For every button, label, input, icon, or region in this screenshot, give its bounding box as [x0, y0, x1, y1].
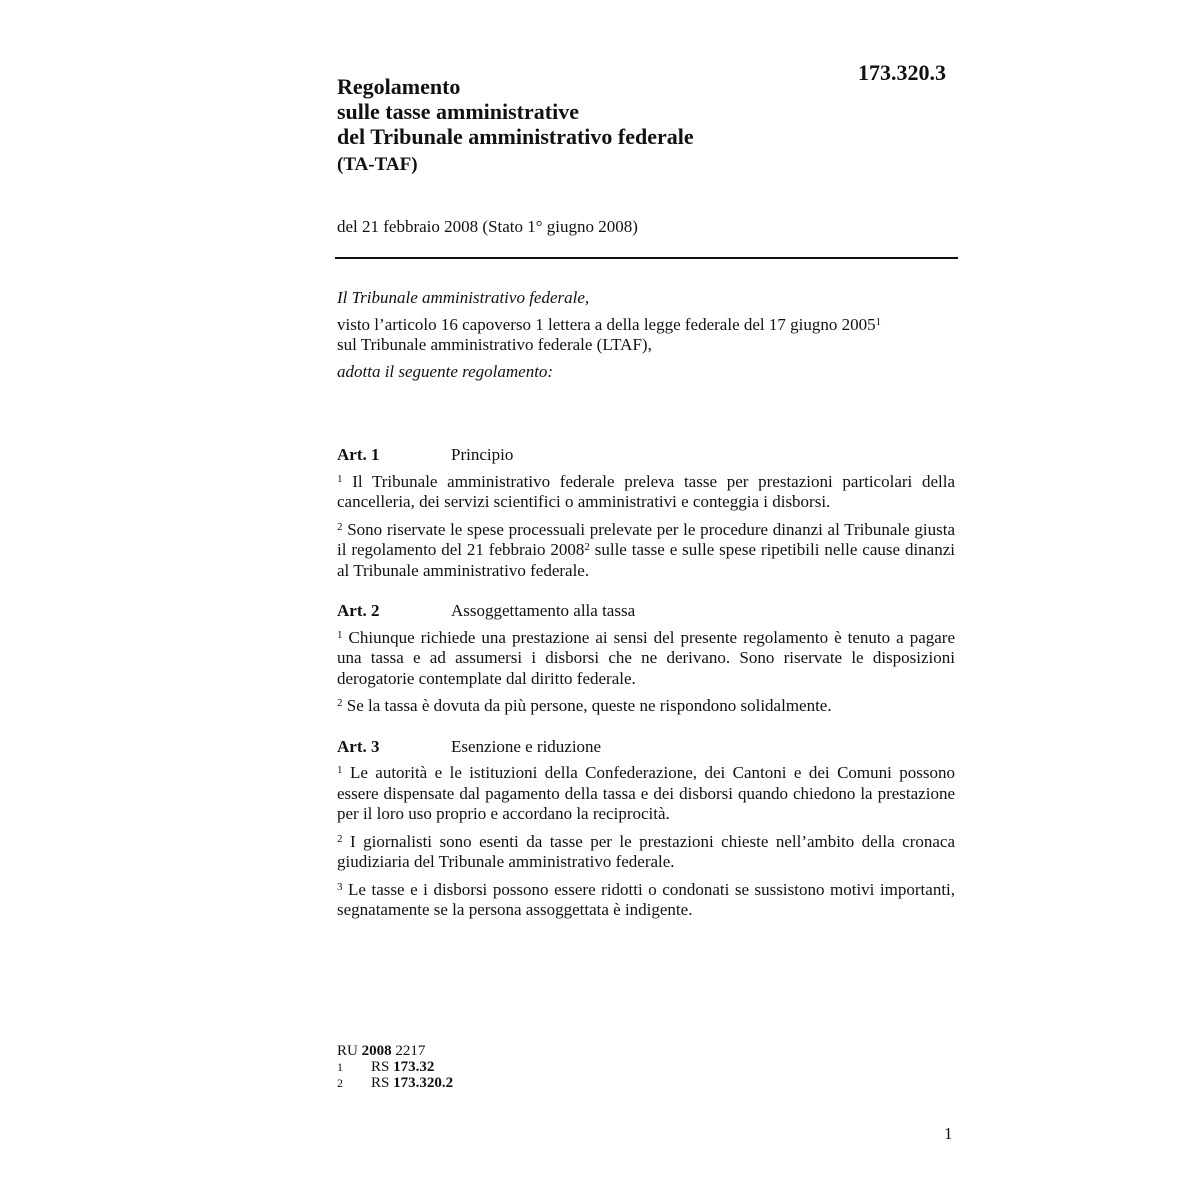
article-1	[337, 445, 955, 581]
paragraph-text: Le autorità e le istituzioni della Confederazione, dei Cantoni e dei Comuni possono essere dispensate dal pagamento della tassa e dei disborsi quando chiedono la prestazione per il loro uso proprio e accordano la reciprocità.	[337, 763, 956, 823]
article-paragraph	[337, 763, 955, 825]
footnote-mark: 2	[337, 1076, 343, 1090]
preamble-issuer: Il Tribunale amministrativo federale,	[337, 288, 590, 307]
footnote-text	[371, 1059, 434, 1075]
preamble-basis-continued: sul Tribunale amministrativo federale (LTAF),	[337, 335, 652, 354]
paragraph-number: 1	[337, 628, 343, 641]
footnote-mark: 1	[337, 1060, 343, 1074]
article-2	[337, 601, 955, 717]
title-divider	[335, 257, 958, 259]
preamble-adopts: adotta il seguente regolamento:	[337, 362, 554, 381]
preamble-basis-text: visto l’articolo 16 capoverso 1 lettera a della legge federale del 17 giugno 2005	[337, 315, 876, 334]
paragraph-number: 1	[337, 472, 343, 485]
article-number: Art. 3	[337, 736, 380, 756]
article-paragraph	[337, 696, 955, 717]
paragraph-text-continued: sulle tasse e sulle spese ripetibili nelle cause dinanzi al Tribunale amministrativo federale.	[337, 540, 955, 580]
footnote-ref[interactable]: 2	[584, 541, 590, 553]
article-number: Art. 2	[337, 601, 380, 620]
article-heading	[337, 601, 955, 622]
article-paragraph	[337, 472, 955, 513]
paragraph-number: 2	[337, 832, 343, 845]
footnote-prefix: RS	[371, 1059, 394, 1075]
footnote	[337, 1075, 453, 1091]
paragraph-text: Le tasse e i disborsi possono essere ridotti o condonati se sussistono motivi importanti, segnatamente se la persona assoggettata è indigente.	[337, 879, 956, 919]
document-abbreviation: (TA-TAF)	[337, 154, 418, 175]
preamble-basis	[337, 315, 957, 335]
paragraph-text: Se la tassa è dovuta da più persone, queste ne rispondono solidalmente.	[346, 696, 832, 715]
footnotes	[337, 1043, 453, 1091]
ru-page: 2217	[391, 1043, 426, 1059]
paragraph-number: 2	[337, 520, 343, 533]
title-line: del Tribunale amministrativo federale	[337, 124, 694, 149]
article-title: Principio	[451, 445, 514, 464]
footnote-ref-link[interactable]: 173.320.2	[393, 1075, 454, 1091]
article-paragraph	[337, 520, 955, 582]
article-title: Assoggettamento alla tassa	[451, 601, 636, 620]
sr-number: 173.320.3	[858, 60, 946, 85]
article-paragraph	[337, 880, 955, 921]
article-number: Art. 1	[337, 445, 380, 464]
preamble	[337, 288, 957, 382]
article-title: Esenzione e riduzione	[451, 736, 602, 756]
paragraph-text: Sono riservate le spese processuali prelevate per le procedure dinanzi al Tribunale giusta il regolamento del 21 febbraio 2008	[337, 519, 955, 559]
ru-year: 2008	[361, 1043, 392, 1059]
paragraph-text: Chiunque richiede una prestazione ai sensi del presente regolamento è tenuto a pagare una tassa e ad assumersi i disborsi che ne derivano. Sono riservate le disposizioni derogatorie contemplate dal diritto federale.	[337, 627, 955, 688]
paragraph-text: I giornalisti sono esenti da tasse per le prestazioni chieste nell’ambito della cronaca giudiziaria del Tribunale amministrativo federale.	[337, 831, 955, 871]
articles	[337, 445, 955, 941]
paragraph-text: Il Tribunale amministrativo federale preleva tasse per prestazioni particolari della cancelleria, dei servizi scientifici o amministrativi e conteggia i disborsi.	[337, 471, 955, 511]
article-heading	[337, 445, 955, 466]
ru-prefix: RU	[337, 1043, 362, 1059]
footnote-text	[371, 1075, 453, 1091]
article-paragraph	[337, 832, 955, 873]
title-line: Regolamento	[337, 74, 461, 99]
official-compilation-ref	[337, 1043, 453, 1059]
paragraph-number: 1	[337, 764, 343, 776]
article-heading	[337, 737, 955, 758]
title-line: sulle tasse amministrative	[337, 99, 579, 124]
footnote-prefix: RS	[371, 1075, 394, 1091]
document-title	[337, 74, 694, 149]
paragraph-number: 2	[337, 697, 343, 709]
article-3	[337, 737, 955, 921]
page-number: 1	[944, 1124, 953, 1143]
footnote-ref-link[interactable]: 173.32	[393, 1059, 435, 1075]
paragraph-number: 3	[337, 880, 343, 893]
article-paragraph	[337, 628, 955, 690]
footnote	[337, 1059, 453, 1075]
footnote-ref[interactable]: 1	[875, 316, 882, 328]
document-date: del 21 febbraio 2008 (Stato 1° giugno 2008)	[337, 217, 638, 236]
